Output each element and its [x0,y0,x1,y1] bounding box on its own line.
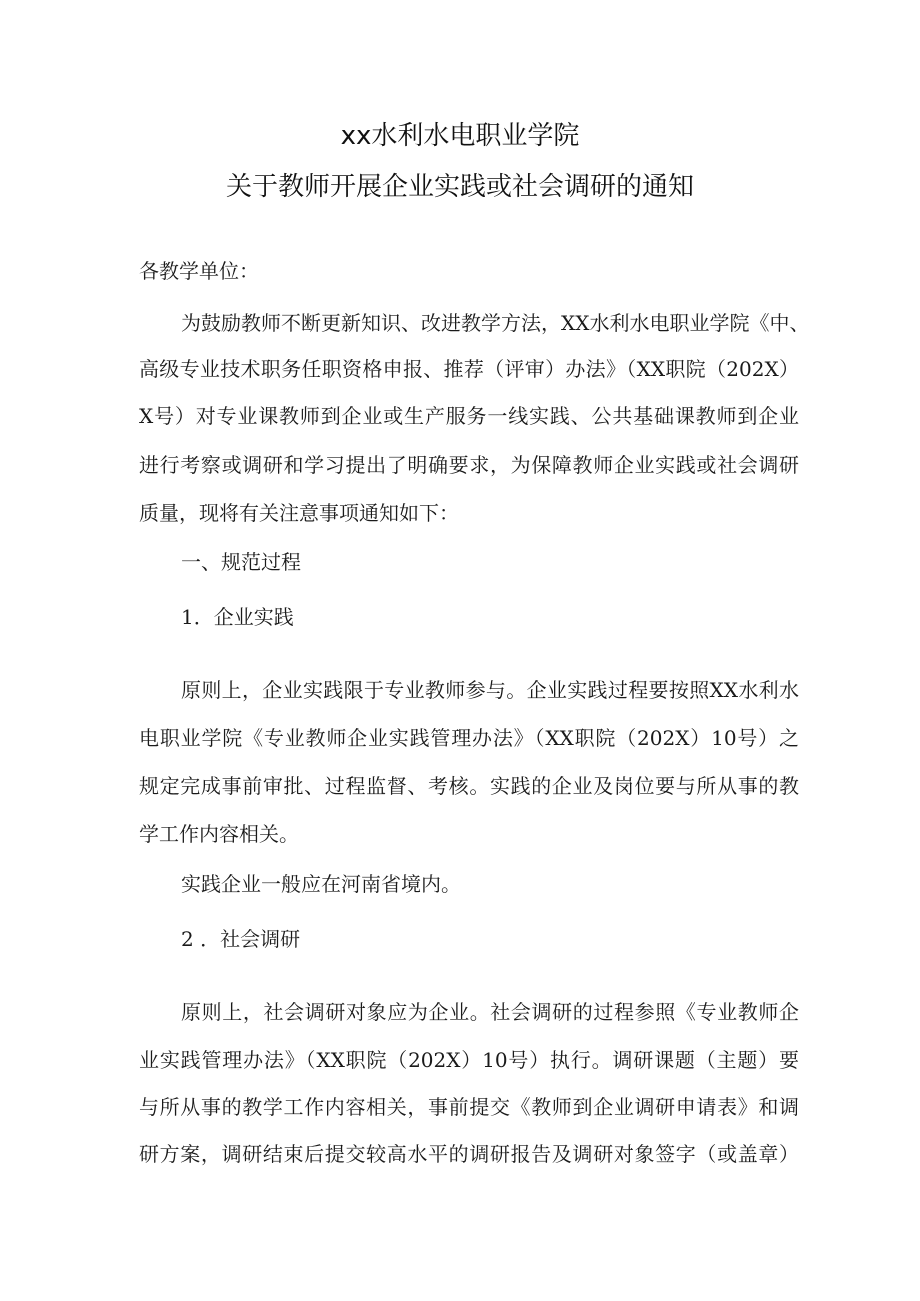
intro-line: 高级专业技术职务任职资格申报、推荐（评审）办法》（XX职院（202X） [139,357,799,381]
intro-line: 为鼓励教师不断更新知识、改进教学方法，XX水利水电职业学院《中、 [181,311,810,335]
section-heading: 一、规范过程 [181,550,301,574]
paragraph-line: 原则上，企业实践限于专业教师参与。企业实践过程要按照XX水利水 [181,678,799,702]
subsection-heading: 2 ．社会调研 [181,927,301,951]
paragraph-line: 规定完成事前审批、过程监督、考核。实践的企业及岗位要与所从事的教 [139,774,799,798]
paragraph-line: 电职业学院《专业教师企业实践管理办法》（XX职院（202X）10号）之 [139,726,799,750]
paragraph-line: 业实践管理办法》（XX职院（202X）10号）执行。调研课题（主题）要 [139,1048,799,1072]
paragraph-line: 与所从事的教学工作内容相关，事前提交《教师到企业调研申请表》和调 [139,1095,799,1119]
document-title-institution: xx水利水电职业学院 [340,121,580,151]
paragraph-line: 实践企业一般应在河南省境内。 [181,872,461,896]
subsection-heading: 1．企业实践 [181,605,294,629]
intro-line: 质量，现将有关注意事项通知如下： [139,501,459,525]
paragraph-line: 研方案，调研结束后提交较高水平的调研报告及调研对象签字（或盖章） [139,1142,799,1166]
salutation: 各教学单位： [139,259,259,283]
intro-line: 进行考察或调研和学习提出了明确要求，为保障教师企业实践或社会调研 [139,453,799,477]
paragraph-line: 学工作内容相关。 [139,822,299,846]
intro-line: X号）对专业课教师到企业或生产服务一线实践、公共基础课教师到企业 [139,404,799,428]
paragraph-line: 原则上，社会调研对象应为企业。社会调研的过程参照《专业教师企 [181,1000,799,1024]
document-title-notice: 关于教师开展企业实践或社会调研的通知 [225,172,694,202]
